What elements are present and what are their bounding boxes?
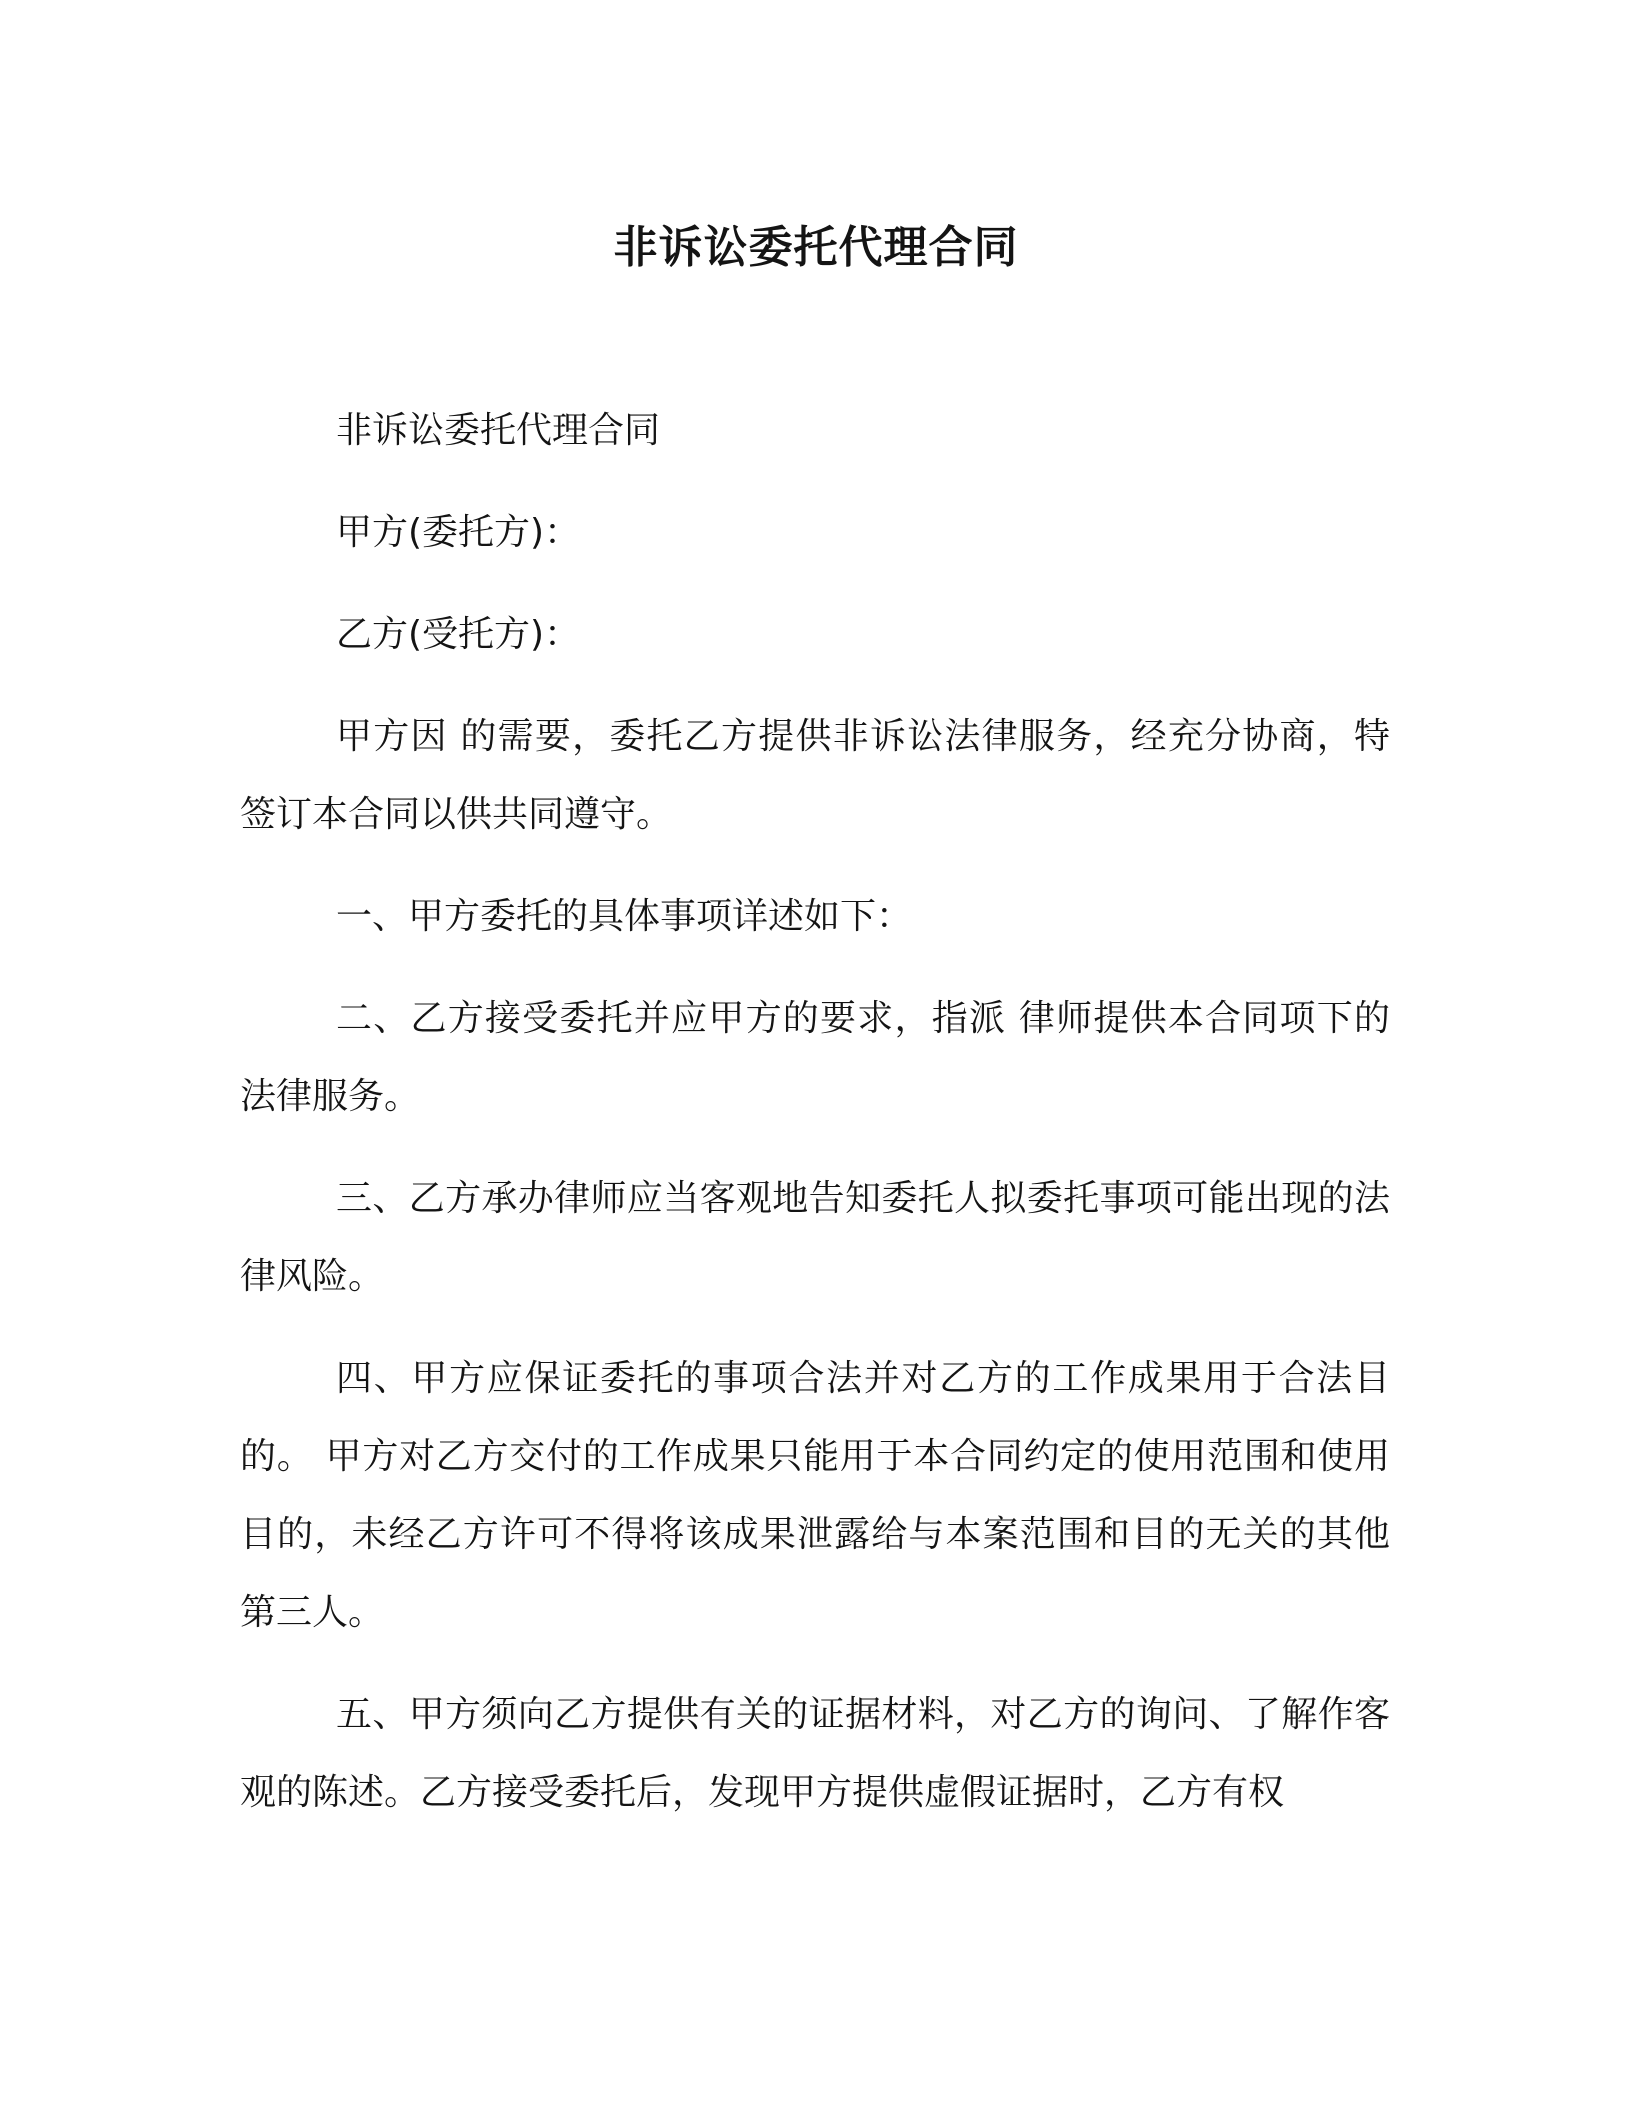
paragraph-party-a: 甲方(委托方)：	[336, 512, 581, 553]
document-title: 非诉讼委托代理合同	[613, 222, 1019, 273]
paragraph-clause-1: 一、甲方委托的具体事项详述如下：	[336, 896, 913, 937]
paragraph-clause-3: 三、乙方承办律师应当客观地告知委托人拟委托事项可能出现的法律风险。	[240, 1178, 1390, 1297]
paragraph-clause-5: 五、甲方须向乙方提供有关的证据材料，对乙方的询问、了解作客观的陈述。乙方接受委托后，发现甲方提供虚假证据时，乙方有权	[240, 1694, 1390, 1813]
paragraph-clause-2: 二、乙方接受委托并应甲方的要求，指派 律师提供本合同项下的法律服务。	[240, 998, 1390, 1117]
paragraph-party-b: 乙方(受托方)：	[336, 614, 581, 655]
paragraph-clause-4: 四、甲方应保证委托的事项合法并对乙方的工作成果用于合法目的。 甲方对乙方交付的工作成果只能用于本合同约定的使用范围和使用目的，未经乙方许可不得将该成果泄露给与本案范围和目的无关的其他第三人。	[240, 1358, 1390, 1633]
document-body	[240, 392, 1390, 1856]
paragraph-subtitle: 非诉讼委托代理合同	[336, 410, 661, 451]
paragraph-preamble: 甲方因 的需要，委托乙方提供非诉讼法律服务，经充分协商，特签订本合同以供共同遵守。	[240, 716, 1390, 835]
